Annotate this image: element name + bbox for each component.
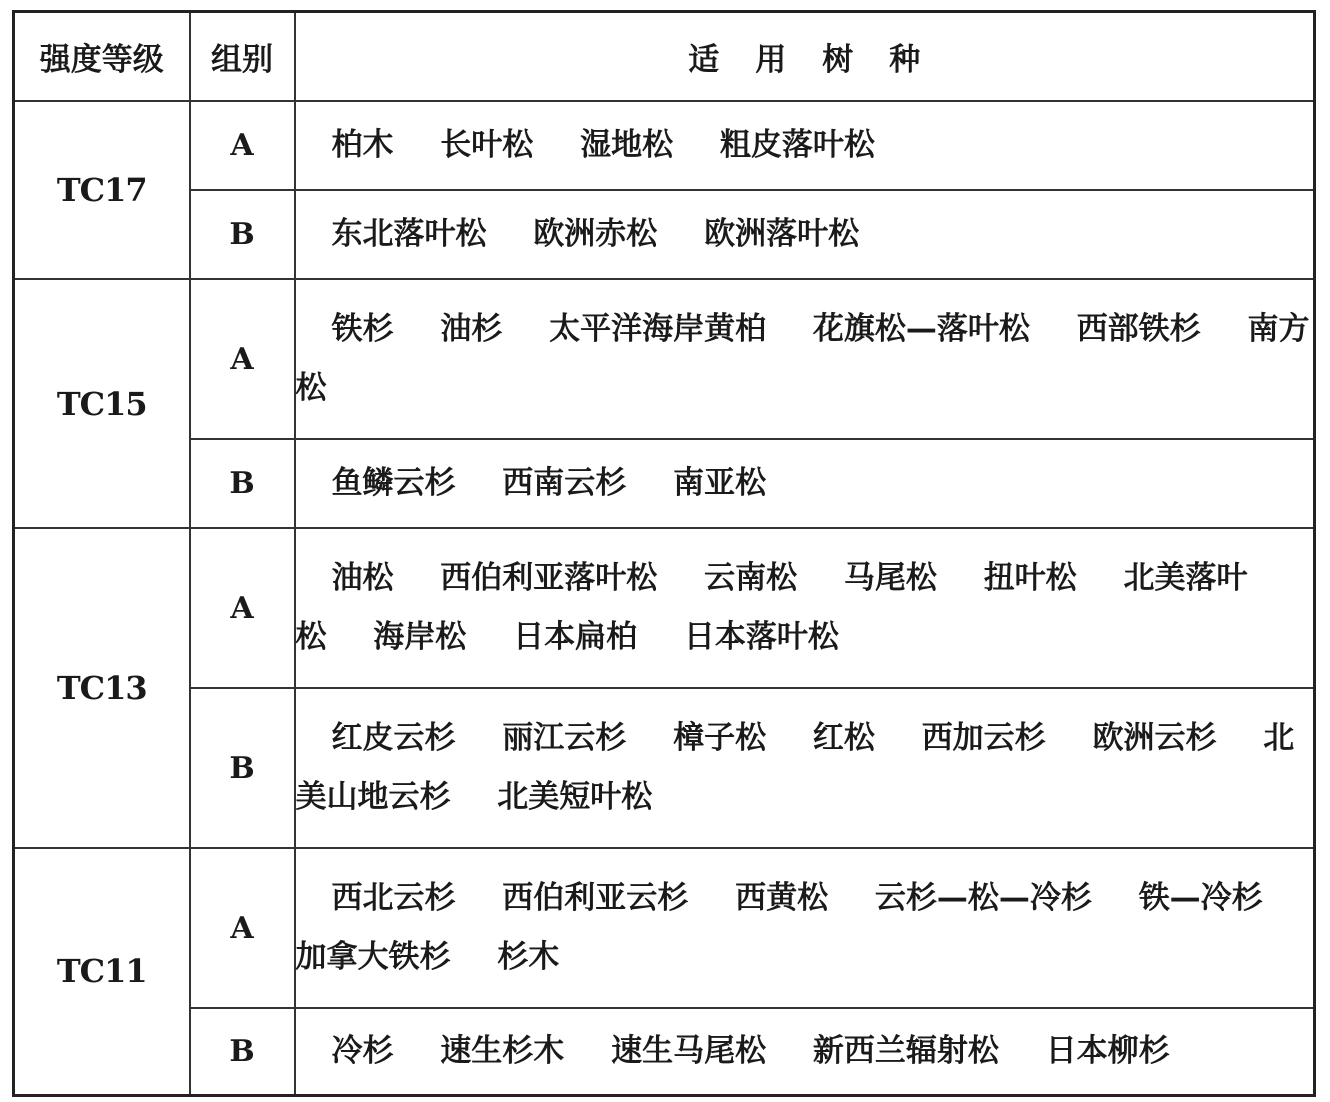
tree-species: 铁杉 [331, 311, 394, 347]
tree-species: 南亚松 [673, 465, 767, 501]
tree-species: 油杉 [440, 311, 503, 347]
tree-species: 西伯利亚落叶松 [440, 560, 658, 596]
strength-grade-cell: TC11 [14, 848, 190, 1095]
table-row [14, 279, 1315, 439]
tree-species: 速生杉木 [440, 1032, 565, 1069]
tree-species: 樟子松 [673, 720, 767, 756]
group-cell: A [190, 848, 295, 1008]
tree-species: 红松 [812, 720, 875, 756]
timber-strength-grade-table [12, 10, 1316, 1097]
tree-species: 欧洲云杉 [1092, 720, 1217, 756]
tree-species: 海岸松 [373, 619, 467, 655]
tree-species: 西加云杉 [921, 720, 1046, 756]
group-cell: B [190, 439, 295, 528]
table-row [14, 439, 1315, 528]
tree-species: 速生马尾松 [611, 1032, 767, 1069]
tree-species: 南方松 [295, 311, 1310, 406]
tree-species: 东北落叶松 [331, 216, 487, 252]
tree-species: 云南松 [704, 560, 798, 596]
table-body [14, 101, 1315, 1095]
species-cell [295, 528, 1315, 688]
group-cell: A [190, 279, 295, 439]
tree-species: 粗皮落叶松 [719, 127, 875, 163]
tree-species: 西黄松 [735, 880, 829, 916]
tree-species: 扭叶松 [983, 560, 1077, 596]
tree-species: 长叶松 [440, 127, 534, 163]
tree-species: 西伯利亚云杉 [502, 880, 689, 916]
group-cell: A [190, 528, 295, 688]
tree-species: 杉木 [497, 939, 560, 975]
tree-species: 花旗松—落叶松 [812, 311, 1030, 347]
species-cell [295, 848, 1315, 1008]
header-species-char: 树 [822, 42, 854, 78]
tree-species: 柏木 [331, 127, 394, 163]
species-cell [295, 190, 1315, 279]
tree-species: 太平洋海岸黄柏 [549, 311, 767, 347]
header-group: 组别 [190, 12, 295, 102]
header-species-char: 用 [755, 42, 787, 78]
strength-grade-cell: TC15 [14, 279, 190, 528]
species-cell [295, 439, 1315, 528]
tree-species: 欧洲赤松 [533, 216, 658, 252]
group-cell: A [190, 101, 295, 190]
tree-species: 冷杉 [331, 1032, 394, 1069]
tree-species: 西部铁杉 [1076, 311, 1201, 347]
table-header-row [14, 12, 1315, 102]
tree-species: 北美山地云杉 [295, 720, 1295, 815]
species-cell [295, 1008, 1315, 1095]
tree-species: 湿地松 [580, 127, 674, 163]
tree-species: 新西兰辐射松 [812, 1032, 999, 1069]
tree-species: 西南云杉 [502, 465, 627, 501]
group-cell: B [190, 190, 295, 279]
header-species-char: 种 [889, 42, 921, 78]
tree-species: 铁—冷杉 [1138, 880, 1263, 916]
group-cell: B [190, 1008, 295, 1095]
table-row [14, 528, 1315, 688]
tree-species: 欧洲落叶松 [704, 216, 860, 252]
table-row [14, 190, 1315, 279]
tree-species: 红皮云杉 [331, 720, 456, 756]
tree-species: 鱼鳞云杉 [331, 465, 456, 501]
tree-species: 云杉—松—冷杉 [874, 880, 1092, 916]
table-row [14, 1008, 1315, 1095]
group-cell: B [190, 688, 295, 848]
tree-species: 日本柳杉 [1045, 1032, 1170, 1069]
tree-species: 日本落叶松 [683, 619, 839, 655]
species-cell [295, 101, 1315, 190]
strength-grade-cell: TC13 [14, 528, 190, 848]
tree-species: 北美落叶松 [295, 560, 1248, 655]
tree-species: 马尾松 [843, 560, 937, 596]
header-grade: 强度等级 [14, 12, 190, 102]
strength-grade-cell: TC17 [14, 101, 190, 279]
tree-species: 丽江云杉 [502, 720, 627, 756]
tree-species: 油松 [331, 560, 394, 596]
tree-species: 日本扁柏 [513, 619, 638, 655]
table-row [14, 848, 1315, 1008]
tree-species: 北美短叶松 [497, 779, 653, 815]
table-row [14, 688, 1315, 848]
header-species [295, 12, 1315, 102]
species-cell [295, 279, 1315, 439]
species-cell [295, 688, 1315, 848]
tree-species: 加拿大铁杉 [295, 939, 451, 975]
header-species-char: 适 [688, 42, 720, 78]
table-row [14, 101, 1315, 190]
tree-species: 西北云杉 [331, 880, 456, 916]
